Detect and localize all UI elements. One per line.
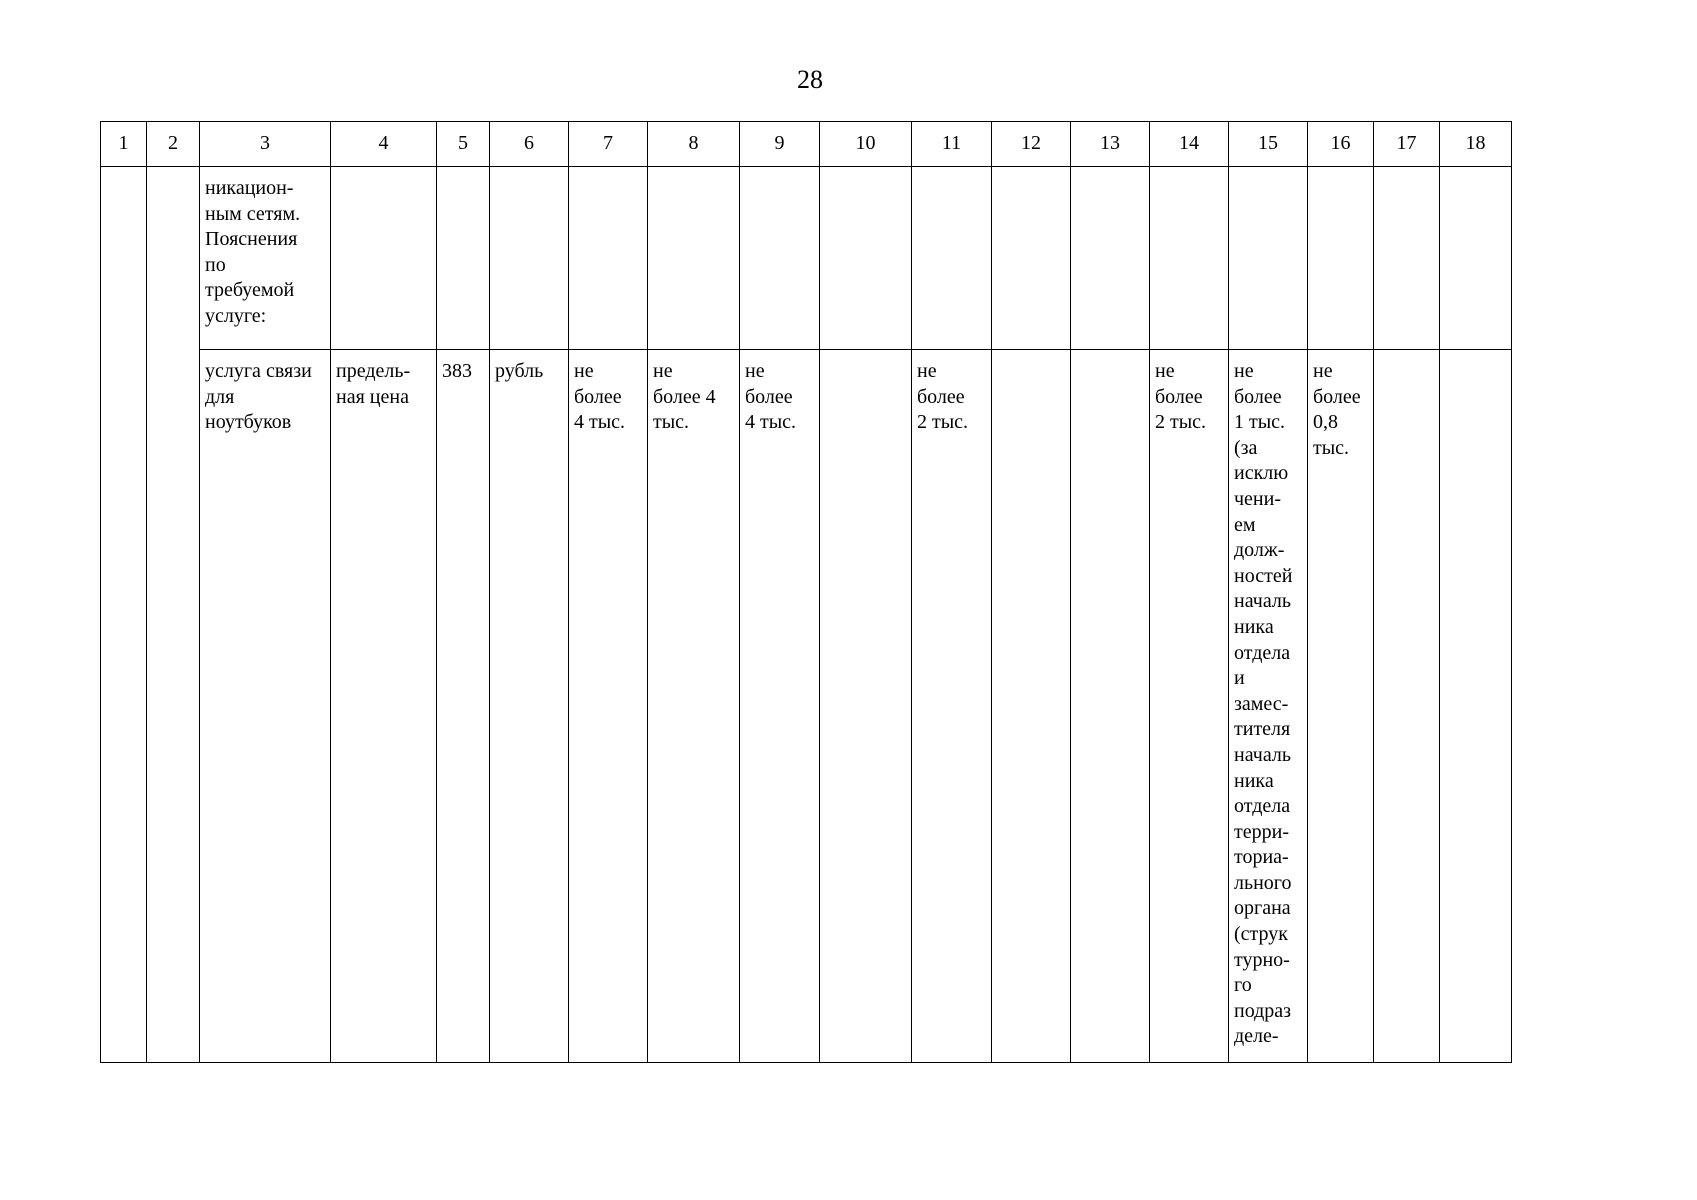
requirements-table — [100, 121, 1512, 1063]
column-header: 4 — [331, 122, 437, 167]
indicator-cell: предель- ная цена — [331, 350, 437, 1063]
column-header: 10 — [820, 122, 912, 167]
table-cell-col17 — [1374, 167, 1440, 350]
column-header: 1 — [101, 122, 147, 167]
page-number: 28 — [797, 65, 823, 94]
column-header: 17 — [1374, 122, 1440, 167]
table-cell-col15 — [1229, 167, 1308, 350]
column-header: 18 — [1440, 122, 1512, 167]
column-header: 2 — [147, 122, 200, 167]
table-cell-col11 — [912, 167, 992, 350]
table-header-row — [101, 122, 1512, 167]
column-header: 3 — [200, 122, 331, 167]
column-header: 15 — [1229, 122, 1308, 167]
value-cell-col14: не более 2 тыс. — [1150, 350, 1229, 1063]
table-row — [101, 167, 1512, 350]
value-cell-col15: не более 1 тыс. (за исклю чени- ем долж- ностей началь ника отдела и замес- тителя началь ника отдела терри- ториа- льного органа (струк турно- го подраз деле- — [1229, 350, 1308, 1063]
table-cell-col14 — [1150, 167, 1229, 350]
table-row — [101, 350, 1512, 1063]
table-cell-col12 — [992, 167, 1071, 350]
value-cell-col11: не более 2 тыс. — [912, 350, 992, 1063]
table-cell-col1 — [101, 167, 147, 1063]
table-cell-col5 — [437, 167, 490, 350]
value-cell-col17 — [1374, 350, 1440, 1063]
table-cell-col7 — [569, 167, 648, 350]
table-cell-col18 — [1440, 167, 1512, 350]
value-cell-col16: не более 0,8 тыс. — [1308, 350, 1374, 1063]
table-cell-col2 — [147, 167, 200, 1063]
table-cell-col6 — [490, 167, 569, 350]
column-header: 11 — [912, 122, 992, 167]
column-header: 9 — [740, 122, 820, 167]
column-header: 8 — [648, 122, 740, 167]
unit-code-cell: 383 — [437, 350, 490, 1063]
value-cell-col8: не более 4 тыс. — [648, 350, 740, 1063]
table-cell-col13 — [1071, 167, 1150, 350]
value-cell-col18 — [1440, 350, 1512, 1063]
table-cell-col16 — [1308, 167, 1374, 350]
column-header: 5 — [437, 122, 490, 167]
value-cell-col7: не более 4 тыс. — [569, 350, 648, 1063]
value-cell-col12 — [992, 350, 1071, 1063]
table-cell-col8 — [648, 167, 740, 350]
table-cell-col9 — [740, 167, 820, 350]
column-header: 13 — [1071, 122, 1150, 167]
service-name-cell: услуга связи для ноутбуков — [200, 350, 331, 1063]
value-cell-col13 — [1071, 350, 1150, 1063]
column-header: 16 — [1308, 122, 1374, 167]
column-header: 7 — [569, 122, 648, 167]
table-cell-col10 — [820, 167, 912, 350]
table-cell-col4 — [331, 167, 437, 350]
service-description-cell: никацион- ным сетям. Пояснения по требуемой услуге: — [200, 167, 331, 350]
column-header: 6 — [490, 122, 569, 167]
unit-name-cell: рубль — [490, 350, 569, 1063]
column-header: 14 — [1150, 122, 1229, 167]
value-cell-col10 — [820, 350, 912, 1063]
column-header: 12 — [992, 122, 1071, 167]
value-cell-col9: не более 4 тыс. — [740, 350, 820, 1063]
